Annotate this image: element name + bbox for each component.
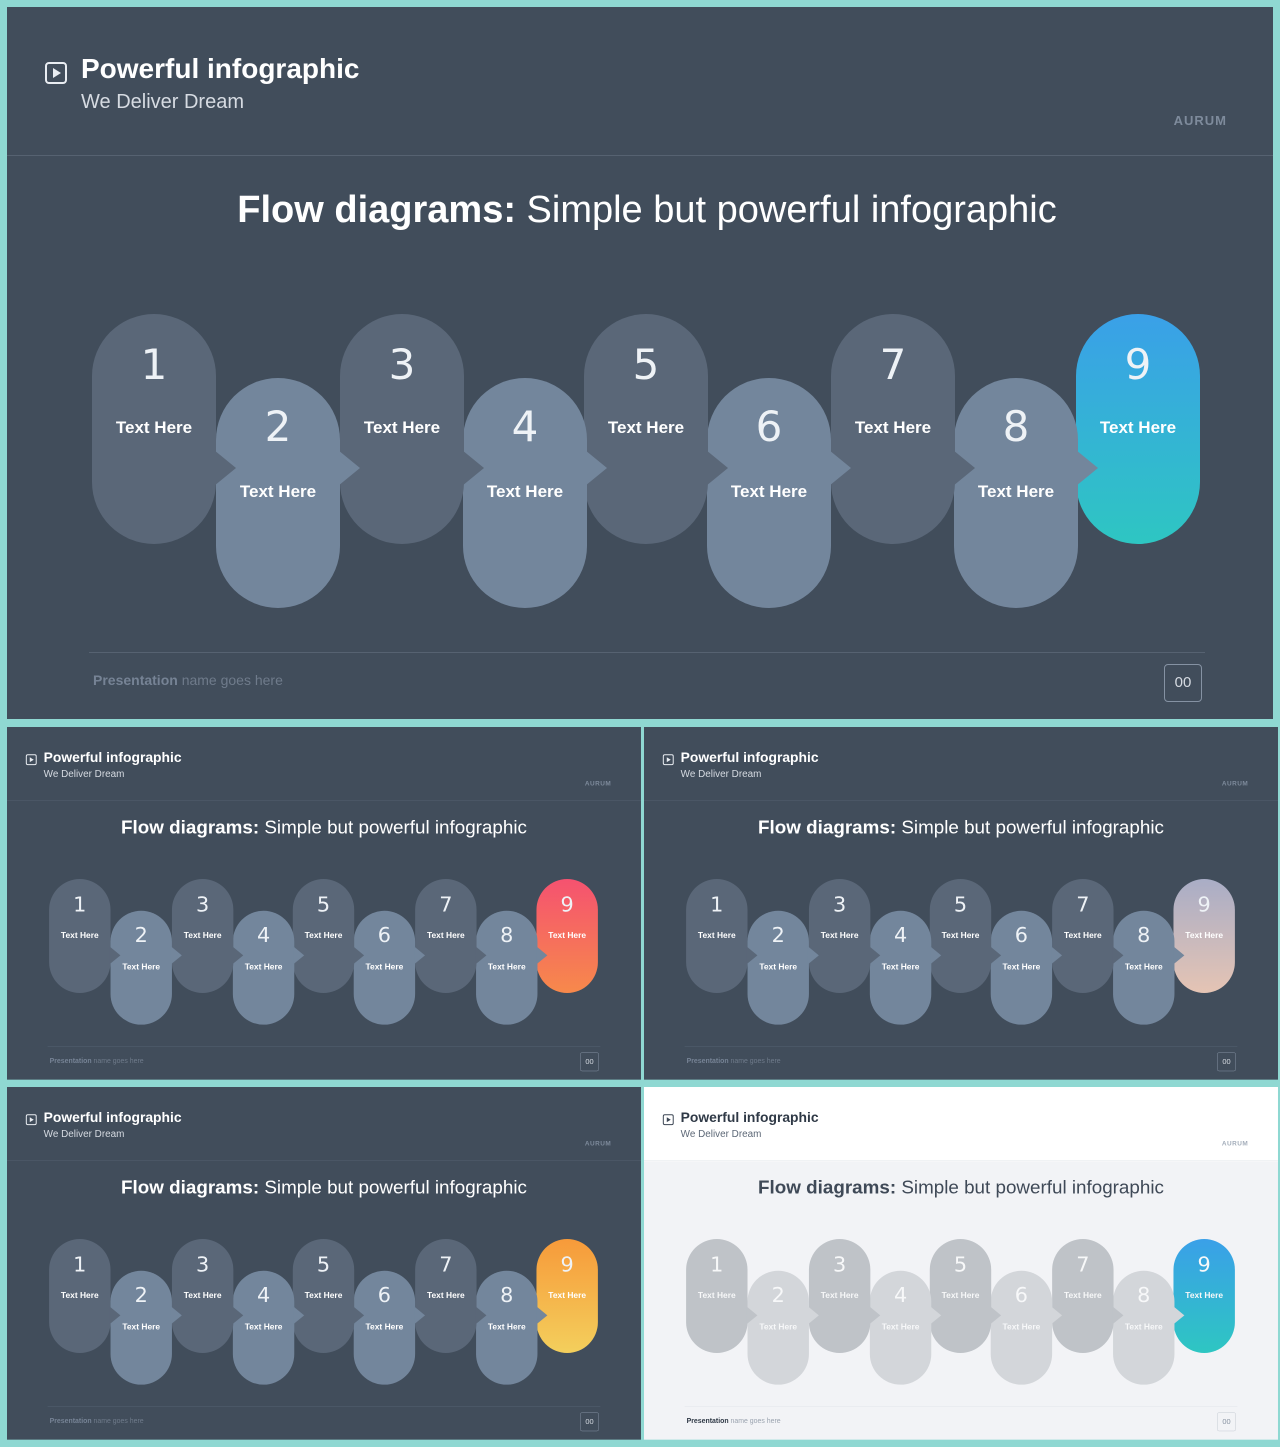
step-number: 4 bbox=[893, 922, 908, 947]
step-label: Text Here bbox=[820, 930, 859, 940]
step-number: 8 bbox=[1002, 402, 1030, 451]
step-number: 5 bbox=[316, 1251, 331, 1277]
step-number: 4 bbox=[256, 922, 271, 947]
flow-arrow bbox=[869, 1306, 880, 1324]
step-label: Text Here bbox=[239, 482, 317, 501]
step-number: 4 bbox=[893, 1282, 908, 1307]
flow-arrow bbox=[110, 946, 121, 964]
flow-arrow bbox=[990, 946, 1001, 964]
headline-rest: Simple but powerful infographic bbox=[259, 817, 527, 838]
headline-bold: Flow diagrams: bbox=[758, 817, 897, 838]
step-number: 9 bbox=[560, 891, 574, 917]
page-number: 00 bbox=[1217, 1052, 1236, 1071]
slide-title: Powerful infographic bbox=[43, 749, 182, 766]
step-number: 5 bbox=[632, 340, 660, 389]
footer-rest: name goes here bbox=[91, 1056, 144, 1065]
flow-step-2 bbox=[748, 911, 809, 1025]
flow-arrow bbox=[808, 1306, 819, 1324]
flow-step-3 bbox=[340, 314, 464, 544]
flow-arrow bbox=[585, 450, 607, 486]
step-label: Text Here bbox=[487, 962, 526, 972]
flow-arrow bbox=[1051, 1306, 1062, 1324]
step-label: Text Here bbox=[1185, 930, 1224, 940]
flow-arrow bbox=[353, 1306, 364, 1324]
page-number: 00 bbox=[1164, 664, 1202, 702]
step-label: Text Here bbox=[1099, 418, 1177, 437]
flow-step-8 bbox=[1113, 911, 1174, 1025]
step-number: 7 bbox=[439, 1251, 453, 1277]
footer-text bbox=[687, 1416, 781, 1424]
flow-step-1 bbox=[92, 314, 216, 544]
flow-arrow bbox=[414, 946, 425, 964]
slide-title: Powerful infographic bbox=[43, 1109, 182, 1126]
step-label: Text Here bbox=[1002, 962, 1041, 972]
flow-diagram bbox=[644, 1087, 1278, 1440]
step-label: Text Here bbox=[697, 1290, 736, 1300]
flow-arrow bbox=[1113, 946, 1124, 964]
flow-arrow bbox=[808, 946, 819, 964]
footer-text bbox=[93, 672, 283, 688]
step-label: Text Here bbox=[1185, 1290, 1224, 1300]
step-number: 6 bbox=[1014, 1282, 1029, 1307]
flow-step-9 bbox=[536, 1239, 597, 1353]
flow-step-9 bbox=[1173, 879, 1234, 993]
flow-arrow bbox=[353, 946, 364, 964]
slide-subtitle: We Deliver Dream bbox=[43, 768, 125, 780]
flow-step-9 bbox=[1076, 314, 1200, 544]
flow-step-3 bbox=[809, 1239, 870, 1353]
flow-step-5 bbox=[293, 1239, 354, 1353]
step-number: 7 bbox=[439, 891, 453, 917]
step-number: 2 bbox=[771, 922, 785, 947]
flow-step-4 bbox=[463, 378, 587, 608]
flow-step-3 bbox=[172, 1239, 233, 1353]
brand-label: AURUM bbox=[584, 779, 612, 787]
slide-title: Powerful infographic bbox=[680, 749, 819, 766]
flow-step-4 bbox=[233, 911, 294, 1025]
flow-step-6 bbox=[354, 911, 415, 1025]
flow-arrow bbox=[747, 1306, 758, 1324]
headline-rest: Simple but powerful infographic bbox=[896, 817, 1164, 838]
step-number: 9 bbox=[560, 1251, 574, 1277]
flow-arrow bbox=[747, 946, 758, 964]
step-number: 6 bbox=[377, 1282, 392, 1307]
flow-step-5 bbox=[930, 879, 991, 993]
step-label: Text Here bbox=[881, 1322, 920, 1332]
flow-step-6 bbox=[707, 378, 831, 608]
step-label: Text Here bbox=[759, 1322, 798, 1332]
slide-2[interactable] bbox=[7, 727, 641, 1080]
flow-step-7 bbox=[415, 879, 476, 993]
slide-subtitle: We Deliver Dream bbox=[43, 1128, 125, 1140]
flow-step-5 bbox=[930, 1239, 991, 1353]
step-label: Text Here bbox=[697, 930, 736, 940]
step-label: Text Here bbox=[487, 1322, 526, 1332]
flow-diagram bbox=[7, 7, 1273, 719]
step-label: Text Here bbox=[426, 930, 465, 940]
step-label: Text Here bbox=[941, 930, 980, 940]
step-label: Text Here bbox=[244, 962, 283, 972]
step-label: Text Here bbox=[548, 930, 587, 940]
step-label: Text Here bbox=[941, 1290, 980, 1300]
headline-bold: Flow diagrams: bbox=[758, 1177, 897, 1198]
headline-rest: Simple but powerful infographic bbox=[515, 189, 1057, 231]
step-label: Text Here bbox=[730, 482, 808, 501]
flow-arrow bbox=[1051, 946, 1062, 964]
flow-step-4 bbox=[870, 911, 931, 1025]
flow-step-5 bbox=[584, 314, 708, 544]
step-label: Text Here bbox=[115, 418, 193, 437]
step-label: Text Here bbox=[365, 962, 404, 972]
flow-arrow bbox=[171, 1306, 182, 1324]
flow-step-7 bbox=[1052, 1239, 1113, 1353]
step-number: 9 bbox=[1197, 1251, 1211, 1277]
step-number: 8 bbox=[1137, 922, 1151, 947]
flow-arrow bbox=[214, 450, 236, 486]
slide-title: Powerful infographic bbox=[81, 53, 360, 84]
footer-bold: Presentation bbox=[49, 1416, 92, 1425]
step-number: 4 bbox=[511, 402, 539, 451]
flow-step-1 bbox=[49, 1239, 110, 1353]
step-number: 3 bbox=[833, 891, 847, 917]
step-number: 3 bbox=[833, 1251, 847, 1277]
flow-arrow bbox=[536, 1306, 547, 1324]
flow-step-1 bbox=[686, 1239, 747, 1353]
step-number: 3 bbox=[196, 891, 210, 917]
flow-arrow bbox=[829, 450, 851, 486]
footer-rest: name goes here bbox=[728, 1416, 781, 1425]
step-number: 2 bbox=[264, 402, 292, 451]
step-label: Text Here bbox=[1002, 1322, 1041, 1332]
flow-arrow bbox=[232, 1306, 243, 1324]
step-number: 5 bbox=[953, 1251, 968, 1277]
step-number: 9 bbox=[1124, 340, 1152, 389]
step-label: Text Here bbox=[854, 418, 932, 437]
step-label: Text Here bbox=[759, 962, 798, 972]
brand-label: AURUM bbox=[1221, 1139, 1249, 1147]
step-label: Text Here bbox=[1063, 930, 1102, 940]
flow-step-1 bbox=[49, 879, 110, 993]
step-label: Text Here bbox=[1063, 1290, 1102, 1300]
flow-step-7 bbox=[1052, 879, 1113, 993]
slide-subtitle: We Deliver Dream bbox=[81, 91, 244, 113]
flow-arrow bbox=[930, 946, 941, 964]
flow-step-2 bbox=[111, 1271, 172, 1385]
flow-arrow bbox=[476, 946, 487, 964]
flow-step-8 bbox=[476, 911, 537, 1025]
flow-arrow bbox=[293, 946, 304, 964]
step-label: Text Here bbox=[426, 1290, 465, 1300]
step-number: 7 bbox=[1076, 891, 1090, 917]
step-label: Text Here bbox=[60, 930, 99, 940]
flow-diagram bbox=[644, 727, 1278, 1080]
footer-bold: Presentation bbox=[49, 1056, 92, 1065]
step-label: Text Here bbox=[548, 1290, 587, 1300]
step-label: Text Here bbox=[304, 930, 343, 940]
flow-arrow bbox=[110, 1306, 121, 1324]
flow-step-8 bbox=[1113, 1271, 1174, 1385]
step-number: 2 bbox=[134, 1282, 148, 1307]
footer-bold: Presentation bbox=[93, 672, 178, 688]
footer-divider bbox=[89, 652, 1205, 653]
step-label: Text Here bbox=[486, 482, 564, 501]
slide-5[interactable] bbox=[644, 1087, 1278, 1440]
step-number: 1 bbox=[73, 891, 87, 917]
page-number: 00 bbox=[580, 1052, 599, 1071]
headline-rest: Simple but powerful infographic bbox=[259, 1177, 527, 1198]
footer-text bbox=[50, 1416, 144, 1424]
step-label: Text Here bbox=[122, 962, 161, 972]
flow-arrow bbox=[869, 946, 880, 964]
step-label: Text Here bbox=[304, 1290, 343, 1300]
step-number: 2 bbox=[771, 1282, 785, 1307]
step-number: 3 bbox=[196, 1251, 210, 1277]
slide-subtitle: We Deliver Dream bbox=[680, 768, 762, 780]
flow-arrow bbox=[414, 1306, 425, 1324]
flow-arrow bbox=[293, 1306, 304, 1324]
flow-arrow bbox=[706, 450, 728, 486]
step-number: 8 bbox=[500, 922, 514, 947]
step-number: 5 bbox=[316, 891, 331, 917]
brand-label: AURUM bbox=[1221, 779, 1249, 787]
flow-arrow bbox=[1173, 946, 1184, 964]
brand-label: AURUM bbox=[584, 1139, 612, 1147]
step-label: Text Here bbox=[977, 482, 1055, 501]
footer-text bbox=[687, 1056, 781, 1064]
step-number: 2 bbox=[134, 922, 148, 947]
footer-bold: Presentation bbox=[686, 1416, 729, 1425]
step-label: Text Here bbox=[122, 1322, 161, 1332]
step-number: 1 bbox=[710, 891, 724, 917]
step-number: 4 bbox=[256, 1282, 271, 1307]
footer-text bbox=[50, 1056, 144, 1064]
step-label: Text Here bbox=[607, 418, 685, 437]
step-number: 7 bbox=[1076, 1251, 1090, 1277]
step-number: 5 bbox=[953, 891, 968, 917]
step-label: Text Here bbox=[881, 962, 920, 972]
step-number: 7 bbox=[879, 340, 907, 389]
flow-arrow bbox=[232, 946, 243, 964]
flow-step-9 bbox=[536, 879, 597, 993]
step-label: Text Here bbox=[183, 930, 222, 940]
step-label: Text Here bbox=[363, 418, 441, 437]
slide-3[interactable] bbox=[644, 727, 1278, 1080]
step-number: 1 bbox=[710, 1251, 724, 1277]
flow-arrow bbox=[536, 946, 547, 964]
flow-step-2 bbox=[748, 1271, 809, 1385]
footer-bold: Presentation bbox=[686, 1056, 729, 1065]
flow-step-2 bbox=[111, 911, 172, 1025]
flow-diagram bbox=[7, 1087, 641, 1440]
step-number: 8 bbox=[500, 1282, 514, 1307]
step-label: Text Here bbox=[244, 1322, 283, 1332]
step-number: 9 bbox=[1197, 891, 1211, 917]
flow-step-6 bbox=[354, 1271, 415, 1385]
flow-step-4 bbox=[233, 1271, 294, 1385]
flow-step-6 bbox=[991, 1271, 1052, 1385]
slide-title: Powerful infographic bbox=[680, 1109, 819, 1126]
step-number: 3 bbox=[388, 340, 416, 389]
headline-rest: Simple but powerful infographic bbox=[896, 1177, 1164, 1198]
flow-step-5 bbox=[293, 879, 354, 993]
flow-step-7 bbox=[415, 1239, 476, 1353]
flow-arrow bbox=[476, 1306, 487, 1324]
slide-subtitle: We Deliver Dream bbox=[680, 1128, 762, 1140]
flow-arrow bbox=[1113, 1306, 1124, 1324]
footer-rest: name goes here bbox=[728, 1056, 781, 1065]
flow-step-3 bbox=[172, 879, 233, 993]
page-number: 00 bbox=[580, 1412, 599, 1431]
step-label: Text Here bbox=[820, 1290, 859, 1300]
step-label: Text Here bbox=[1124, 962, 1163, 972]
headline-bold: Flow diagrams: bbox=[121, 817, 260, 838]
step-number: 1 bbox=[140, 340, 168, 389]
step-number: 1 bbox=[73, 1251, 87, 1277]
page-number: 00 bbox=[1217, 1412, 1236, 1431]
flow-arrow bbox=[1076, 450, 1098, 486]
step-label: Text Here bbox=[365, 1322, 404, 1332]
flow-arrow bbox=[1173, 1306, 1184, 1324]
step-label: Text Here bbox=[183, 1290, 222, 1300]
slide-1[interactable] bbox=[7, 7, 1273, 719]
footer-rest: name goes here bbox=[177, 672, 283, 688]
footer-rest: name goes here bbox=[91, 1416, 144, 1425]
flow-step-3 bbox=[809, 879, 870, 993]
slide-4[interactable] bbox=[7, 1087, 641, 1440]
flow-step-8 bbox=[954, 378, 1078, 608]
flow-arrow bbox=[930, 1306, 941, 1324]
flow-diagram bbox=[7, 727, 641, 1080]
headline-bold: Flow diagrams: bbox=[121, 1177, 260, 1198]
flow-step-7 bbox=[831, 314, 955, 544]
flow-step-8 bbox=[476, 1271, 537, 1385]
flow-arrow bbox=[171, 946, 182, 964]
flow-step-2 bbox=[216, 378, 340, 608]
flow-arrow bbox=[338, 450, 360, 486]
flow-step-1 bbox=[686, 879, 747, 993]
flow-arrow bbox=[953, 450, 975, 486]
flow-step-6 bbox=[991, 911, 1052, 1025]
flow-step-9 bbox=[1173, 1239, 1234, 1353]
brand-label: AURUM bbox=[1173, 113, 1227, 128]
step-number: 6 bbox=[1014, 922, 1029, 947]
flow-step-4 bbox=[870, 1271, 931, 1385]
flow-arrow bbox=[990, 1306, 1001, 1324]
step-number: 6 bbox=[755, 402, 783, 451]
flow-arrow bbox=[462, 450, 484, 486]
step-label: Text Here bbox=[60, 1290, 99, 1300]
step-number: 8 bbox=[1137, 1282, 1151, 1307]
step-label: Text Here bbox=[1124, 1322, 1163, 1332]
step-number: 6 bbox=[377, 922, 392, 947]
headline-bold: Flow diagrams: bbox=[237, 189, 516, 231]
